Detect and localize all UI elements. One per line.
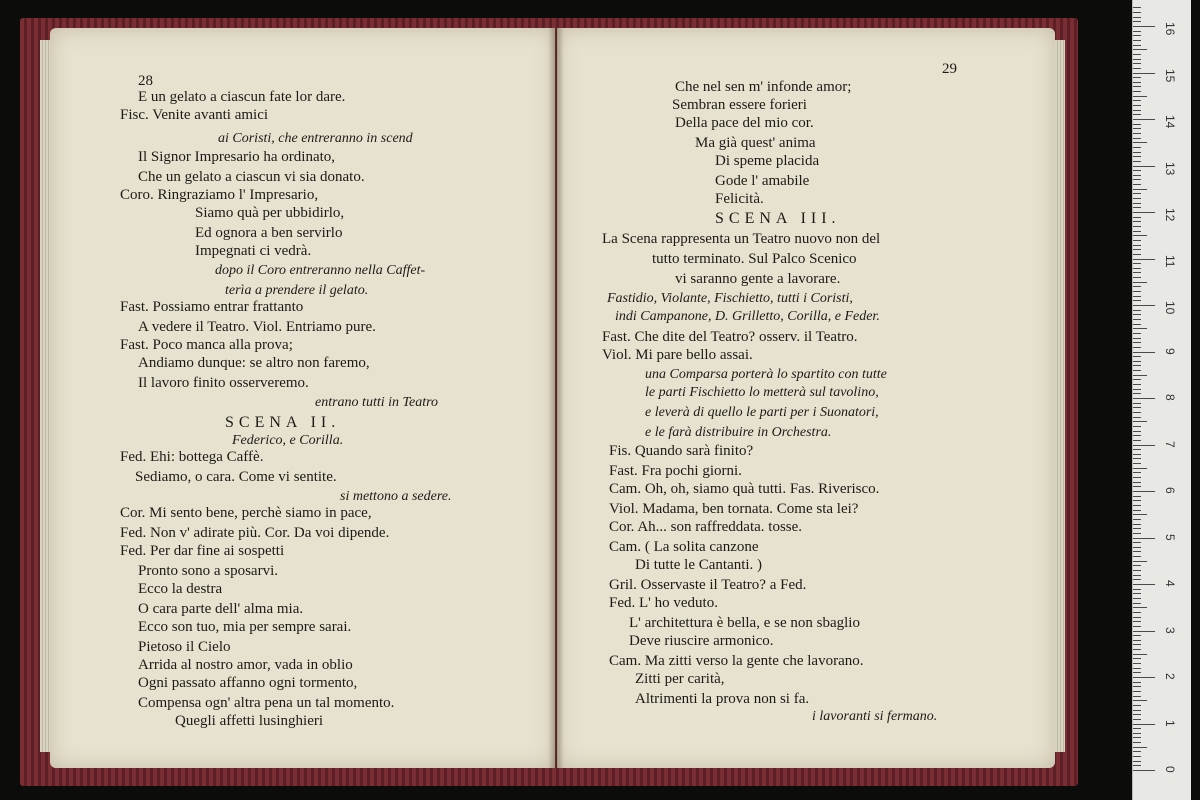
left-page-text-line: Sediamo, o cara. Come vi sentite.: [135, 469, 337, 485]
ruler-tick: [1133, 463, 1141, 464]
ruler-tick: [1133, 593, 1141, 594]
ruler-tick: [1133, 189, 1147, 190]
right-page-text-line: Di speme placida: [715, 153, 820, 169]
ruler-tick: [1133, 40, 1141, 41]
right-page-text-line: indi Campanone, D. Grilletto, Corilla, e Feder.: [615, 309, 880, 324]
ruler-tick: [1133, 198, 1141, 199]
ruler-tick: [1133, 17, 1141, 18]
left-page-text-line: dopo il Coro entreranno nella Caffet-: [215, 263, 426, 278]
ruler-tick: [1133, 403, 1141, 404]
ruler-tick: [1133, 161, 1141, 162]
ruler-tick: [1133, 170, 1141, 171]
ruler-tick: [1133, 426, 1141, 427]
ruler-tick: [1133, 589, 1141, 590]
ruler-tick: [1133, 175, 1141, 176]
ruler-tick: [1133, 640, 1141, 641]
ruler-tick: [1133, 96, 1147, 97]
ruler-tick: [1133, 431, 1141, 432]
ruler-label: 0: [1163, 766, 1177, 773]
right-page-text-line: Fast. Che dite del Teatro? osserv. il Teatro.: [602, 329, 858, 345]
left-page-text-line: Fed. Ehi: bottega Caffè.: [120, 449, 264, 465]
ruler-tick: [1133, 147, 1141, 148]
ruler-tick: [1133, 617, 1141, 618]
ruler-tick: [1133, 393, 1141, 394]
ruler-tick: [1133, 603, 1141, 604]
left-page-text-line: Pietoso il Cielo: [138, 639, 231, 655]
left-page-text-line: O cara parte dell' alma mia.: [138, 601, 304, 617]
left-page-text-line: Impegnati ci vedrà.: [195, 243, 312, 259]
ruler-tick: [1133, 324, 1141, 325]
ruler-tick: [1133, 510, 1141, 511]
ruler-tick: [1133, 500, 1141, 501]
left-page-text-line: Federico, e Corilla.: [232, 433, 344, 448]
left-page-text-line: Ecco son tuo, mia per sempre sarai.: [138, 619, 352, 635]
ruler-tick: [1133, 110, 1141, 111]
ruler-tick: [1133, 635, 1141, 636]
ruler-label: 11: [1163, 254, 1177, 267]
ruler-tick: [1133, 519, 1141, 520]
ruler-tick: [1133, 547, 1141, 548]
right-page-text-line: Di tutte le Cantanti. ): [635, 557, 763, 573]
ruler-tick: [1133, 212, 1155, 213]
ruler-tick: [1133, 231, 1141, 232]
ruler-tick: [1133, 663, 1141, 664]
left-page-text-line: Fed. Non v' adirate più. Cor. Da voi dipende.: [120, 525, 390, 541]
ruler-tick: [1133, 7, 1141, 8]
ruler-tick: [1133, 565, 1141, 566]
right-page-text-line: e leverà di quello le parti per i Suonatori,: [645, 405, 879, 420]
left-page-text-line: Fast. Possiamo entrar frattanto: [120, 299, 304, 315]
ruler-tick: [1133, 282, 1147, 283]
ruler-tick: [1133, 579, 1141, 580]
ruler-tick: [1133, 486, 1141, 487]
ruler-tick: [1133, 696, 1141, 697]
page-number-left: 28: [138, 73, 153, 89]
right-page-text-line: Ma già quest' anima: [695, 135, 816, 151]
right-page-text-line: Felicità.: [715, 191, 764, 207]
ruler-tick: [1133, 765, 1141, 766]
ruler-label: 3: [1163, 626, 1177, 634]
right-page-text-line: Cor. Ah... son raffreddata. tosse.: [609, 519, 803, 535]
left-page-text-line: Andiamo dunque: se altro non faremo,: [138, 355, 370, 371]
right-page-text-line: Cam. Oh, oh, siamo quà tutti. Fas. Riverisco.: [609, 481, 880, 497]
right-page-text-line: le parti Fischietto lo metterà sul tavolino,: [645, 385, 879, 400]
ruler-tick: [1133, 626, 1141, 627]
ruler-tick: [1133, 542, 1141, 543]
left-page-text-line: Compensa ogn' altra pena un tal momento.: [138, 695, 395, 711]
ruler-tick: [1133, 338, 1141, 339]
right-page-text-line: i lavoranti si fermano.: [812, 709, 938, 724]
ruler-tick: [1133, 561, 1147, 562]
ruler-tick: [1133, 417, 1141, 418]
ruler-tick: [1133, 105, 1141, 106]
right-page-text-line: La Scena rappresenta un Teatro nuovo non del: [602, 231, 881, 247]
ruler-tick: [1133, 12, 1141, 13]
ruler-tick: [1133, 352, 1155, 353]
right-page-text-line: Che nel sen m' infonde amor;: [675, 79, 852, 95]
ruler-tick: [1133, 556, 1141, 557]
left-page-text-line: A vedere il Teatro. Viol. Entriamo pure.: [138, 319, 376, 335]
right-page-text-line: Sembran essere forieri: [672, 97, 807, 113]
ruler-tick: [1133, 700, 1147, 701]
ruler-tick: [1133, 286, 1141, 287]
right-page-edge: [1055, 40, 1065, 752]
ruler-tick: [1133, 91, 1141, 92]
ruler-tick: [1133, 68, 1141, 69]
ruler-label: 13: [1163, 161, 1177, 175]
right-page-text-line: Cam. Ma zitti verso la gente che lavorano.: [609, 653, 864, 669]
ruler-tick: [1133, 644, 1141, 645]
ruler-tick: [1133, 538, 1155, 539]
ruler-tick: [1133, 333, 1141, 334]
ruler-tick: [1133, 226, 1141, 227]
ruler-tick: [1133, 82, 1141, 83]
right-page-text-line: L' architettura è bella, e se non sbaglio: [629, 615, 860, 631]
ruler-tick: [1133, 21, 1141, 22]
ruler-tick: [1133, 398, 1155, 399]
ruler-tick: [1133, 77, 1141, 78]
ruler-tick: [1133, 296, 1141, 297]
ruler-tick: [1133, 240, 1141, 241]
right-page-text-line: una Comparsa porterà lo spartito con tutte: [645, 367, 887, 382]
ruler-tick: [1133, 742, 1141, 743]
ruler-tick: [1133, 54, 1141, 55]
ruler-tick: [1133, 259, 1155, 260]
ruler-tick: [1133, 770, 1155, 771]
ruler-tick: [1133, 668, 1141, 669]
ruler-tick: [1133, 491, 1155, 492]
ruler-label: 7: [1163, 440, 1177, 448]
ruler-tick: [1133, 607, 1147, 608]
right-page-text-line: Viol. Mi pare bello assai.: [602, 347, 753, 363]
left-page-text-line: Coro. Ringraziamo l' Impresario,: [120, 187, 319, 203]
ruler-tick: [1133, 612, 1141, 613]
ruler-tick: [1133, 421, 1147, 422]
ruler-tick: [1133, 468, 1147, 469]
left-page-text-line: Che un gelato a ciascun vi sia donato.: [138, 169, 365, 185]
ruler-tick: [1133, 435, 1141, 436]
ruler-tick: [1133, 761, 1141, 762]
ruler-tick: [1133, 654, 1147, 655]
left-page-text-line: Ecco la destra: [138, 581, 223, 597]
ruler-tick: [1133, 533, 1141, 534]
right-page-text-line: e le farà distribuire in Orchestra.: [645, 425, 832, 440]
ruler-tick: [1133, 737, 1141, 738]
left-page-text-line: Arrida al nostro amor, vada in oblio: [138, 657, 353, 673]
ruler-tick: [1133, 156, 1141, 157]
ruler-tick: [1133, 570, 1141, 571]
ruler-tick: [1133, 342, 1141, 343]
ruler-tick: [1133, 128, 1141, 129]
ruler-tick: [1133, 379, 1141, 380]
left-page-edge: [40, 40, 50, 752]
right-page-text-line: Altrimenti la prova non si fa.: [635, 691, 810, 707]
ruler-tick: [1133, 291, 1141, 292]
ruler-tick: [1133, 235, 1147, 236]
right-page-text-line: tutto terminato. Sul Palco Scenico: [652, 251, 857, 267]
right-page-text-line: Zitti per carità,: [635, 671, 725, 687]
right-page-text-line: Viol. Madama, ben tornata. Come sta lei?: [609, 501, 859, 517]
ruler-tick: [1133, 375, 1147, 376]
ruler-tick: [1133, 59, 1141, 60]
right-page-text-line: Fastidio, Violante, Fischietto, tutti i Coristi,: [607, 291, 853, 306]
ruler-tick: [1133, 575, 1141, 576]
ruler-label: 1: [1163, 719, 1177, 727]
ruler-tick: [1133, 319, 1141, 320]
ruler-tick: [1133, 710, 1141, 711]
ruler-tick: [1133, 207, 1141, 208]
ruler-tick: [1133, 268, 1141, 269]
ruler-tick: [1133, 598, 1141, 599]
ruler-tick: [1133, 370, 1141, 371]
ruler-tick: [1133, 179, 1141, 180]
ruler-tick: [1133, 677, 1155, 678]
left-page-text-line: Pronto sono a sposarvi.: [138, 563, 278, 579]
ruler-tick: [1133, 300, 1141, 301]
ruler-tick: [1133, 277, 1141, 278]
left-page-text-line: Fast. Poco manca alla prova;: [120, 337, 293, 353]
ruler-tick: [1133, 26, 1155, 27]
ruler-tick: [1133, 477, 1141, 478]
ruler-tick: [1133, 35, 1141, 36]
ruler-tick: [1133, 440, 1141, 441]
ruler-label: 8: [1163, 394, 1177, 401]
ruler-tick: [1133, 361, 1141, 362]
right-page-scene-heading: SCENA III.: [715, 210, 841, 227]
ruler-tick: [1133, 454, 1141, 455]
ruler-tick: [1133, 621, 1141, 622]
ruler-tick: [1133, 49, 1147, 50]
ruler-tick: [1133, 133, 1141, 134]
ruler-label: 12: [1163, 208, 1177, 222]
right-page-text-line: Gode l' amabile: [715, 173, 810, 189]
ruler-tick: [1133, 217, 1141, 218]
ruler-tick: [1133, 724, 1155, 725]
left-page-text-line: Ogni passato affanno ogni tormento,: [138, 675, 358, 691]
ruler-tick: [1133, 193, 1141, 194]
left-page-text-line: entrano tutti in Teatro: [315, 395, 439, 410]
left-page-text-line: Il Signor Impresario ha ordinato,: [138, 149, 336, 165]
right-page-text-line: Fed. L' ho veduto.: [609, 595, 718, 611]
ruler-tick: [1133, 365, 1141, 366]
ruler-label: 10: [1163, 301, 1177, 315]
right-page: [557, 28, 1055, 768]
ruler-tick: [1133, 254, 1141, 255]
ruler-label: 14: [1163, 115, 1177, 129]
right-page-text-line: vi saranno gente a lavorare.: [675, 271, 841, 287]
left-page-text-line: Ed ognora a ben servirlo: [195, 225, 343, 241]
ruler-tick: [1133, 524, 1141, 525]
ruler-tick: [1133, 728, 1141, 729]
page-number-right: 29: [942, 61, 957, 77]
ruler-tick: [1133, 124, 1141, 125]
ruler-tick: [1133, 649, 1141, 650]
ruler-tick: [1133, 86, 1141, 87]
ruler-tick: [1133, 733, 1141, 734]
ruler-tick: [1133, 138, 1141, 139]
ruler-tick: [1133, 142, 1147, 143]
ruler-label: 6: [1163, 487, 1177, 494]
left-page-text-line: Siamo quà per ubbidirlo,: [195, 205, 345, 221]
left-page-text-line: si mettono a sedere.: [340, 489, 452, 504]
ruler-tick: [1133, 45, 1141, 46]
ruler-tick: [1133, 747, 1147, 748]
ruler-tick: [1133, 705, 1141, 706]
ruler-tick: [1133, 356, 1141, 357]
left-page-text-line: ai Coristi, che entreranno in scend: [218, 131, 413, 146]
ruler-tick: [1133, 347, 1141, 348]
ruler-tick: [1133, 166, 1155, 167]
ruler-tick: [1133, 445, 1155, 446]
left-page-text-line: Fed. Per dar fine ai sospetti: [120, 543, 285, 559]
left-page: [50, 28, 555, 768]
ruler-tick: [1133, 100, 1141, 101]
ruler-tick: [1133, 152, 1141, 153]
ruler-tick: [1133, 407, 1141, 408]
ruler-tick: [1133, 184, 1141, 185]
ruler-tick: [1133, 714, 1141, 715]
ruler-tick: [1133, 114, 1141, 115]
book-gutter: [548, 28, 564, 768]
ruler-label: 4: [1163, 580, 1177, 587]
left-page-text-line: Il lavoro finito osserveremo.: [138, 375, 309, 391]
left-page-text-line: terìa a prendere il gelato.: [225, 283, 369, 298]
ruler-tick: [1133, 631, 1155, 632]
ruler-tick: [1133, 514, 1147, 515]
ruler-tick: [1133, 672, 1141, 673]
ruler-label: 9: [1163, 347, 1177, 355]
ruler-tick: [1133, 551, 1141, 552]
ruler-tick: [1133, 31, 1141, 32]
right-page-text-line: Della pace del mio cor.: [675, 115, 814, 131]
ruler-label: 16: [1163, 22, 1177, 36]
ruler-tick: [1133, 263, 1141, 264]
ruler-tick: [1133, 412, 1141, 413]
ruler-tick: [1133, 63, 1141, 64]
right-page-text-line: Fis. Quando sarà finito?: [609, 443, 754, 459]
ruler-tick: [1133, 751, 1141, 752]
left-page-text-line: Quegli affetti lusinghieri: [175, 713, 324, 729]
ruler-tick: [1133, 73, 1155, 74]
ruler-tick: [1133, 458, 1141, 459]
ruler-tick: [1133, 119, 1155, 120]
ruler-label: 5: [1163, 533, 1177, 541]
ruler-tick: [1133, 719, 1141, 720]
ruler-tick: [1133, 310, 1141, 311]
ruler-tick: [1133, 691, 1141, 692]
ruler-label: 15: [1163, 68, 1177, 82]
ruler-tick: [1133, 505, 1141, 506]
ruler-tick: [1133, 221, 1141, 222]
ruler-tick: [1133, 682, 1141, 683]
ruler-tick: [1133, 314, 1141, 315]
ruler-label: 2: [1163, 673, 1177, 680]
ruler-tick: [1133, 449, 1141, 450]
ruler-tick: [1133, 496, 1141, 497]
measuring-ruler: [1132, 0, 1191, 800]
right-page-text-line: Deve riuscire armonico.: [629, 633, 774, 649]
right-page-text-line: Fast. Fra pochi giorni.: [609, 463, 742, 479]
left-page-scene-heading: SCENA II.: [225, 414, 341, 431]
left-page-text-line: Cor. Mi sento bene, perchè siamo in pace,: [120, 505, 372, 521]
left-page-text-line: Fisc. Venite avanti amici: [120, 107, 269, 123]
ruler-tick: [1133, 384, 1141, 385]
ruler-tick: [1133, 245, 1141, 246]
ruler-tick: [1133, 584, 1155, 585]
ruler-tick: [1133, 658, 1141, 659]
ruler-tick: [1133, 249, 1141, 250]
ruler-tick: [1133, 482, 1141, 483]
ruler-tick: [1133, 305, 1155, 306]
ruler-tick: [1133, 756, 1141, 757]
right-page-text-line: Cam. ( La solita canzone: [609, 539, 759, 555]
ruler-tick: [1133, 389, 1141, 390]
right-page-text-line: Gril. Osservaste il Teatro? a Fed.: [609, 577, 807, 593]
left-page-text-line: E un gelato a ciascun fate lor dare.: [138, 89, 346, 105]
ruler-tick: [1133, 528, 1141, 529]
ruler-tick: [1133, 328, 1147, 329]
ruler-tick: [1133, 686, 1141, 687]
ruler-tick: [1133, 203, 1141, 204]
ruler-tick: [1133, 472, 1141, 473]
ruler-tick: [1133, 272, 1141, 273]
